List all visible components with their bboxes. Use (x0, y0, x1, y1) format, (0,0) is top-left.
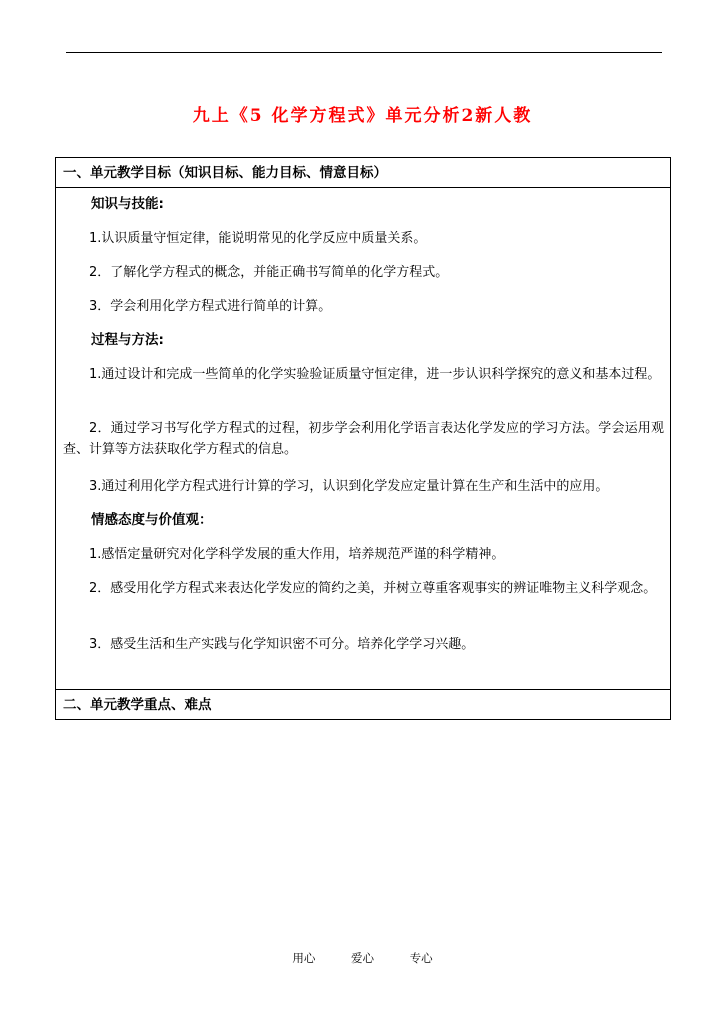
knowledge-item-3: 3．学会利用化学方程式进行简单的计算。 (89, 299, 332, 314)
process-heading: 过程与方法: (91, 332, 164, 348)
process-item-2: 2．通过学习书写化学方程式的过程，初步学会利用化学语言表达化学发应的学习方法。学会运用观查、计算等方法获取化学方程式的信息。 (63, 421, 664, 457)
knowledge-heading: 知识与技能: (91, 196, 164, 212)
knowledge-item-2: 2．了解化学方程式的概念，并能正确书写简单的化学方程式。 (89, 265, 449, 280)
attitude-item-1: 1.感悟定量研究对化学科学发展的重大作用，培养规范严谨的科学精神。 (89, 547, 505, 562)
page-footer (0, 950, 725, 966)
unit-analysis-table (55, 157, 671, 720)
attitude-heading: 情感态度与价值观： (91, 512, 213, 528)
footer-text-1: 用心 (292, 951, 316, 965)
footer-text-3: 专心 (409, 951, 433, 965)
section1-heading: 一、单元教学目标（知识目标、能力目标、情意目标） (56, 158, 670, 188)
process-item-3: 3.通过利用化学方程式进行计算的学习，认识到化学发应定量计算在生产和生活中的应用。 (89, 479, 609, 494)
document-title: 九上《5 化学方程式》单元分析2新人教 (192, 106, 533, 126)
process-item-1: 1.通过设计和完成一些简单的化学实验验证质量守恒定律，进一步认识科学探究的意义和基本过程。 (89, 367, 661, 382)
attitude-item-3: 3．感受生活和生产实践与化学知识密不可分。培养化学学习兴趣。 (89, 637, 475, 652)
section2-heading: 二、单元教学重点、难点 (63, 697, 212, 713)
knowledge-item-1: 1.认识质量守恒定律，能说明常见的化学反应中质量关系。 (89, 231, 427, 246)
attitude-item-2: 2．感受用化学方程式来表达化学发应的简约之美，并树立尊重客观事实的辨证唯物主义科学观念。 (89, 581, 657, 596)
header-rule (66, 52, 662, 53)
footer-text-2: 爱心 (351, 951, 374, 965)
